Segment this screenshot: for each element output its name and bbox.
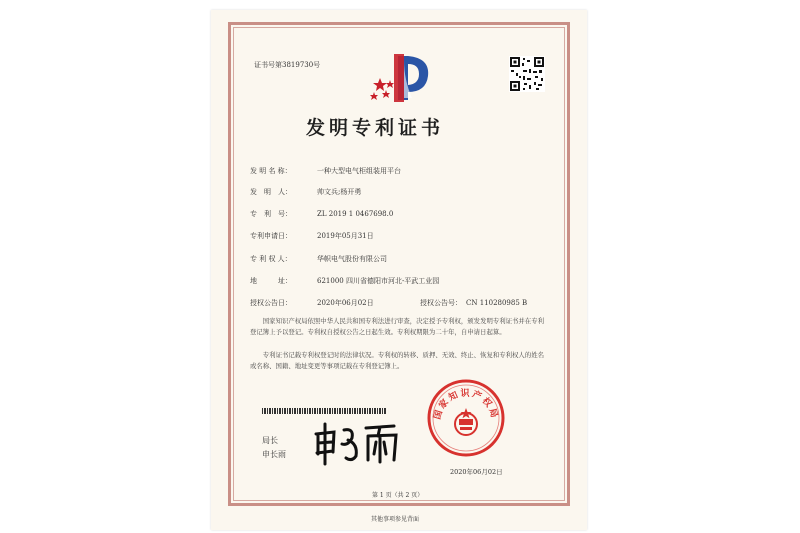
official-seal-icon [426, 378, 506, 458]
director-title: 局长 [262, 436, 278, 445]
field-label-patentee: 专 利 权 人： [250, 255, 292, 263]
certificate-title: 发明专利证书 [306, 117, 445, 139]
page-indicator: 第 1 页（共 2 页） [372, 492, 424, 499]
certificate-number: 证书号第3819730号 [254, 61, 321, 69]
qr-code-icon [509, 56, 545, 92]
field-value-filing-date: 2019年05月31日 [317, 232, 374, 240]
field-label-grant-date: 授权公告日： [250, 299, 292, 307]
barcode-icon [262, 408, 386, 414]
field-label-patent-number: 专 利 号： [250, 210, 292, 218]
signature-icon [312, 420, 404, 466]
patent-office-logo-icon [364, 50, 438, 106]
field-value-patent-number: ZL 2019 1 0467698.0 [317, 210, 394, 218]
field-value-invention-name: 一种大型电气柜组装用平台 [317, 167, 401, 175]
footer-note: 其他事项参见背面 [371, 516, 420, 523]
certificate-paragraph-1: 国家知识产权局依照中华人民共和国专利法进行审查，决定授予专利权，颁发发明专利证书并在专利登记簿上予以登记。专利权自授权公告之日起生效。专利权期限为二十年，自申请日起算。 [250, 317, 544, 336]
field-label-address: 地 址： [250, 277, 292, 285]
field-label-filing-date: 专利申请日： [250, 232, 292, 240]
svg-text:国家知识产权局: 国家知识产权局 [432, 389, 500, 421]
seal-date: 2020年06月02日 [450, 468, 503, 476]
field-value-grant-date: 2020年06月02日 [317, 299, 374, 307]
director-name: 申长雨 [262, 450, 286, 459]
field-value-address: 621000 四川省德阳市河北-平武工业园 [317, 277, 440, 285]
field-value-inventor: 帅文兵;杨开勇 [317, 188, 362, 196]
field-label-invention-name: 发 明 名 称： [250, 167, 292, 175]
certificate-paragraph-2: 专利证书记载专利权登记时的法律状况。专利权的转移、质押、无效、终止、恢复和专利权人的姓名或名称、国籍、地址变更等事项记载在专利登记簿上。 [250, 351, 544, 370]
field-label-publication-number: 授权公告号： [420, 299, 462, 307]
field-value-publication-number: CN 110280985 B [466, 299, 528, 307]
field-value-patentee: 华帜电气股份有限公司 [317, 255, 387, 263]
field-label-inventor: 发 明 人： [250, 188, 292, 196]
